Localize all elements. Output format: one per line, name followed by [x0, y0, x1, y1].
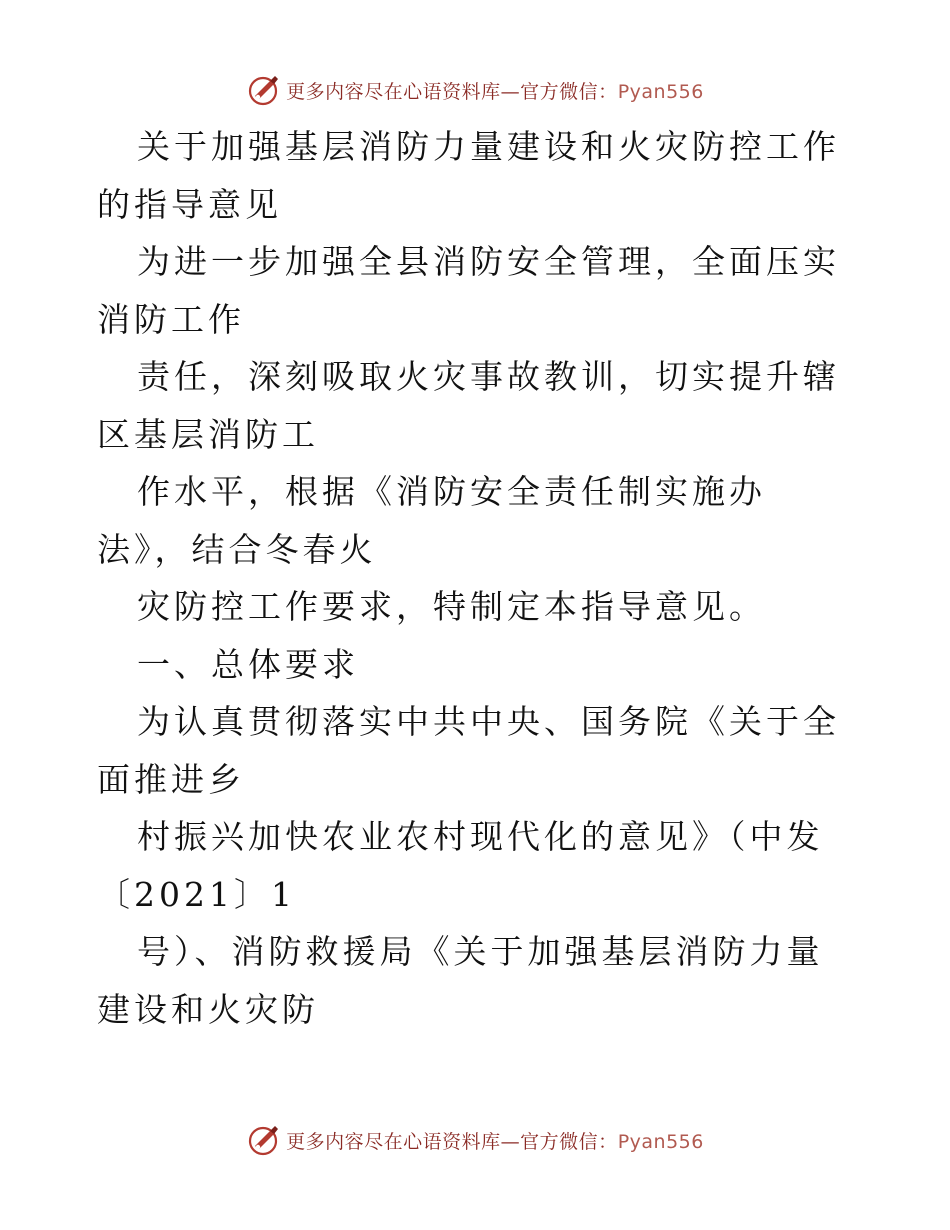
paragraph: 村振兴加快农业农村现代化的意见》（中发〔2021〕1 — [97, 817, 824, 914]
paragraph: 责任，深刻吸取火灾事故教训，切实提升辖区基层消防工 — [97, 357, 840, 454]
document-body — [97, 118, 857, 1038]
paragraph: 为认真贯彻落实中共中央、国务院《关于全面推进乡 — [97, 702, 840, 799]
banner-source-text: 更多内容尽在心语资料库 — [286, 80, 501, 103]
brand-logo-icon — [246, 1122, 282, 1158]
footer-banner — [0, 1120, 950, 1160]
header-banner — [0, 70, 950, 110]
document-title: 关于加强基层消防力量建设和火灾防控工作的指导意见 — [97, 127, 840, 224]
banner-wechat-id: Pyan556 — [617, 1130, 704, 1153]
banner-source-text: 更多内容尽在心语资料库 — [286, 1130, 501, 1153]
brand-logo-icon — [246, 72, 282, 108]
paragraph: 号）、消防救援局《关于加强基层消防力量建设和火灾防 — [97, 932, 824, 1029]
banner-contact-text: —官方微信： — [500, 80, 618, 103]
paragraph: 为进一步加强全县消防安全管理，全面压实消防工作 — [97, 242, 840, 339]
section-heading: 一、总体要求 — [137, 644, 359, 684]
paragraph: 灾防控工作要求，特制定本指导意见。 — [137, 587, 766, 626]
paragraph: 作水平，根据《消防安全责任制实施办法》，结合冬春火 — [97, 472, 766, 569]
banner-contact-text: —官方微信： — [500, 1130, 618, 1153]
banner-wechat-id: Pyan556 — [617, 80, 704, 103]
